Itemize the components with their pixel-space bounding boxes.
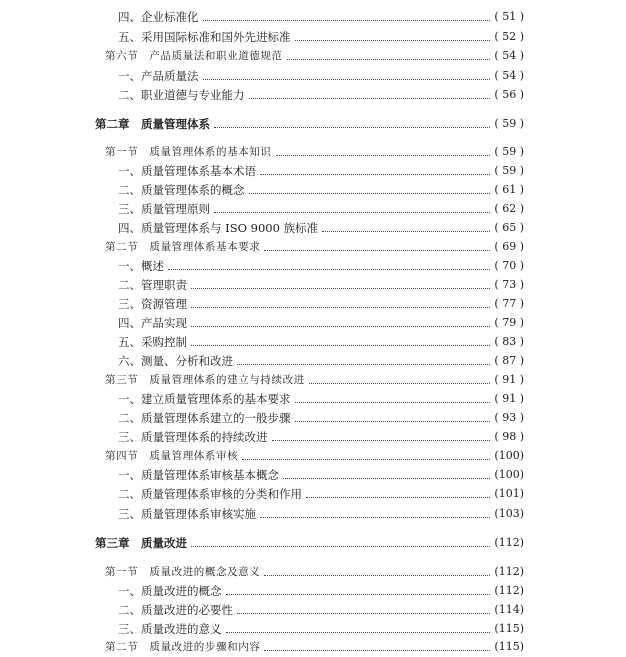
toc-chapter-title: 第三章 质量改进 [95, 536, 187, 550]
toc-entry-page: ( 54 ) [494, 69, 524, 82]
toc-entry-title: 二、质量管理体系的概念 [118, 183, 245, 197]
toc-section-title: 第一节 质量管理体系的基本知识 [105, 146, 272, 158]
toc-section-title: 第二节 质量管理体系基本要求 [105, 241, 261, 253]
toc-entry-title: 二、质量管理体系审核的分类和作用 [118, 487, 302, 501]
toc-entry [0, 601, 626, 619]
toc-entry-title: 一、质量管理体系基本术语 [118, 164, 256, 178]
toc-entry-page: (103) [494, 507, 524, 520]
toc-entry [0, 162, 626, 180]
toc-entry [0, 352, 626, 370]
toc-entry [0, 428, 626, 446]
toc-entry-title: 四、产品实现 [118, 316, 187, 330]
toc-entry-page: ( 91 ) [494, 392, 524, 405]
toc-entry-page: ( 56 ) [494, 88, 524, 101]
toc-section-title: 第三节 质量管理体系的建立与持续改进 [105, 374, 305, 386]
dot-leader [306, 497, 490, 498]
toc-entry-title: 四、质量管理体系与 ISO 9000 族标准 [118, 221, 319, 235]
toc-entry [0, 219, 626, 237]
toc-entry-title: 三、质量管理体系的持续改进 [118, 430, 268, 444]
dot-leader [295, 421, 491, 422]
toc-entry [0, 409, 626, 427]
dot-leader [276, 155, 491, 156]
toc-section [0, 143, 626, 161]
dot-leader [272, 440, 491, 441]
toc-entry-title: 二、职业道德与专业能力 [118, 88, 245, 102]
toc-entry-page: (101) [494, 487, 524, 500]
dot-leader [191, 326, 490, 327]
toc-entry-page: (100) [494, 449, 524, 462]
dot-leader [191, 345, 490, 346]
toc-entry-page: ( 52 ) [494, 30, 524, 43]
dot-leader [237, 613, 490, 614]
toc-entry-title: 三、质量改进的意义 [118, 622, 222, 636]
dot-leader [214, 127, 490, 128]
toc-section-title: 第二节 质量改进的步骤和内容 [105, 641, 261, 653]
toc-entry-page: ( 98 ) [494, 430, 524, 443]
toc-section [0, 47, 626, 65]
toc-entry-title: 一、质量管理体系审核基本概念 [118, 468, 279, 482]
dot-leader [295, 402, 491, 403]
toc-entry-page: ( 69 ) [494, 240, 524, 253]
toc-entry-page: ( 59 ) [494, 145, 524, 158]
toc-entry-page: (114) [494, 603, 524, 616]
toc-entry-page: (112) [494, 565, 524, 578]
toc-entry [0, 314, 626, 332]
toc-entry-title: 三、质量管理原则 [118, 202, 210, 216]
toc-entry-page: ( 61 ) [494, 183, 524, 196]
toc-entry [0, 295, 626, 313]
toc-entry-page: ( 54 ) [494, 49, 524, 62]
dot-leader [295, 40, 491, 41]
toc-entry-title: 四、企业标准化 [118, 10, 199, 24]
dot-leader [226, 594, 491, 595]
toc-entry-page: ( 70 ) [494, 259, 524, 272]
toc-entry-page: ( 93 ) [494, 411, 524, 424]
toc-entry [0, 620, 626, 638]
toc-entry [0, 181, 626, 199]
toc-entry-title: 一、质量改进的概念 [118, 584, 222, 598]
toc-entry-page: ( 91 ) [494, 373, 524, 386]
toc-section [0, 238, 626, 256]
toc-section [0, 563, 626, 581]
toc-entry-title: 一、概述 [118, 259, 164, 273]
toc-entry-title: 二、质量改进的必要性 [118, 603, 233, 617]
dot-leader [203, 20, 491, 21]
dot-leader [309, 383, 491, 384]
toc-section [0, 447, 626, 465]
toc-entry-title: 三、资源管理 [118, 297, 187, 311]
toc-entry-title: 一、建立质量管理体系的基本要求 [118, 392, 291, 406]
toc-entry [0, 276, 626, 294]
dot-leader [242, 459, 490, 460]
toc-entry [0, 200, 626, 218]
dot-leader [283, 478, 490, 479]
dot-leader [264, 575, 490, 576]
toc-entry-title: 五、采购控制 [118, 335, 187, 349]
toc-entry-page: ( 83 ) [494, 335, 524, 348]
toc-entry-page: ( 73 ) [494, 278, 524, 291]
dot-leader [287, 59, 491, 60]
dot-leader [214, 212, 490, 213]
toc-entry-page: (112) [494, 584, 524, 597]
toc-entry-page: ( 51 ) [494, 10, 524, 23]
toc-entry [0, 485, 626, 503]
toc-entry [0, 333, 626, 351]
toc-entry-page: ( 65 ) [494, 221, 524, 234]
toc-entry-page: ( 62 ) [494, 202, 524, 215]
toc-entry-page: ( 79 ) [494, 316, 524, 329]
toc-section-title: 第六节 产品质量法和职业道德规范 [105, 50, 283, 62]
toc-section-title: 第一节 质量改进的概念及意义 [105, 566, 261, 578]
toc-entry-page: ( 87 ) [494, 354, 524, 367]
toc-entry [0, 86, 626, 104]
dot-leader [203, 79, 491, 80]
toc-chapter [0, 534, 626, 552]
toc-entry-title: 三、质量管理体系审核实施 [118, 507, 256, 521]
dot-leader [322, 231, 490, 232]
toc-entry-title: 一、产品质量法 [118, 69, 199, 83]
toc-entry [0, 67, 626, 85]
dot-leader [249, 193, 491, 194]
dot-leader [260, 517, 490, 518]
toc-entry [0, 28, 626, 46]
toc-entry-page: ( 77 ) [494, 297, 524, 310]
dot-leader [249, 98, 491, 99]
toc-entry-page: (112) [494, 536, 524, 549]
dot-leader [264, 250, 490, 251]
toc-section [0, 638, 626, 656]
toc-entry [0, 505, 626, 523]
toc-entry-title: 六、测量、分析和改进 [118, 354, 233, 368]
toc-section-title: 第四节 质量管理体系审核 [105, 450, 239, 462]
toc-chapter [0, 115, 626, 133]
toc-entry [0, 8, 626, 26]
dot-leader [168, 269, 490, 270]
toc-entry-page: (100) [494, 468, 524, 481]
toc-entry-page: ( 59 ) [494, 117, 524, 130]
toc-entry [0, 257, 626, 275]
toc-entry-title: 二、管理职责 [118, 278, 187, 292]
dot-leader [191, 307, 490, 308]
dot-leader [191, 546, 490, 547]
dot-leader [191, 288, 490, 289]
toc-entry-title: 五、采用国际标准和国外先进标准 [118, 30, 291, 44]
dot-leader [226, 632, 491, 633]
toc-entry-title: 二、质量管理体系建立的一般步骤 [118, 411, 291, 425]
toc-entry [0, 390, 626, 408]
toc-entry-page: ( 59 ) [494, 164, 524, 177]
toc-entry-page: (115) [494, 622, 524, 635]
toc-entry [0, 582, 626, 600]
toc-section [0, 371, 626, 389]
dot-leader [264, 650, 490, 651]
toc-entry-page: (115) [494, 640, 524, 653]
dot-leader [237, 364, 490, 365]
toc-entry [0, 466, 626, 484]
dot-leader [260, 174, 490, 175]
toc-chapter-title: 第二章 质量管理体系 [95, 117, 210, 131]
